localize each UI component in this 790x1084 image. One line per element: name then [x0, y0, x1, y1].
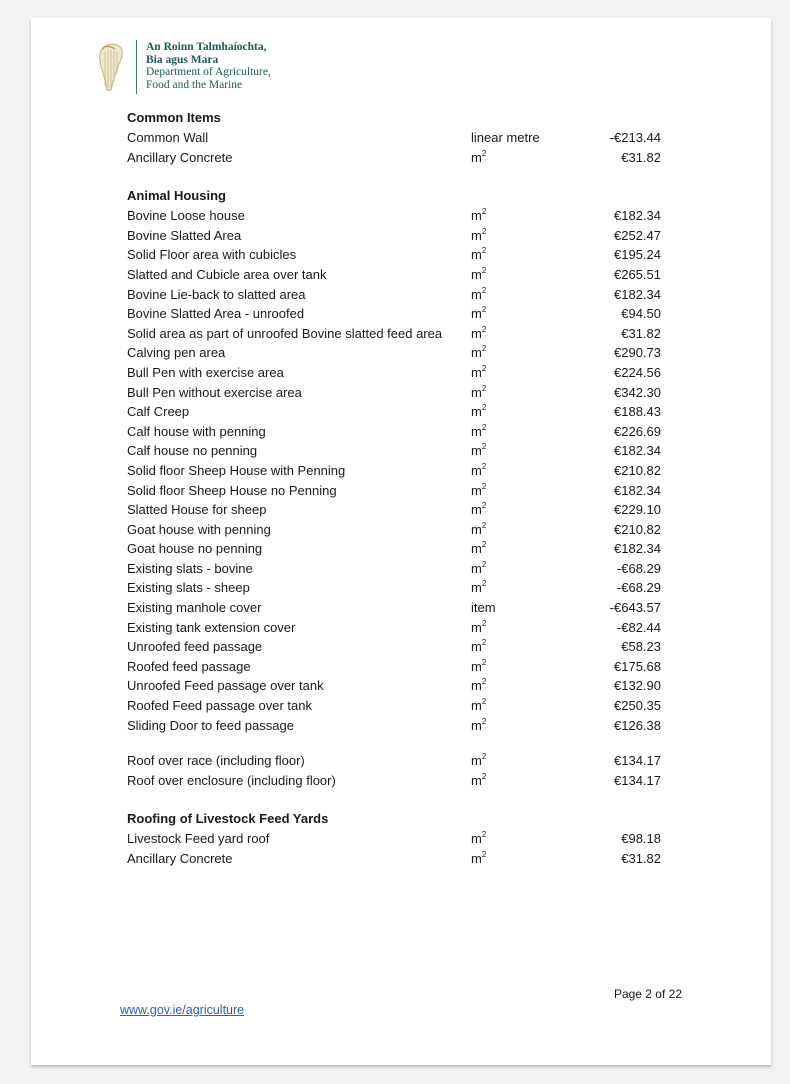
item-amount: -€213.44	[609, 130, 661, 145]
table-row	[127, 383, 687, 403]
table-row	[127, 441, 687, 461]
table-row	[127, 618, 687, 638]
harp-icon	[97, 42, 125, 94]
item-description: Solid floor Sheep House no Penning	[127, 482, 337, 498]
item-description: Slatted House for sheep	[127, 502, 267, 518]
table-row	[127, 578, 687, 598]
item-amount: €290.73	[614, 345, 661, 361]
item-description: Existing tank extension cover	[127, 619, 296, 635]
org-english-line-1: Department of Agriculture,	[146, 66, 271, 78]
table-row	[127, 324, 687, 344]
item-amount: €265.51	[614, 266, 661, 282]
table-row	[127, 226, 687, 246]
item-unit: $m^2$	[471, 559, 487, 576]
item-amount: €342.30	[614, 384, 661, 400]
item-unit: $m^2$	[471, 618, 487, 635]
document-page	[31, 18, 771, 1065]
section-title: Common Items	[127, 110, 221, 125]
item-unit: $m^2$	[471, 148, 487, 165]
item-description: Unroofed Feed passage over tank	[127, 678, 324, 694]
item-amount: €252.47	[614, 227, 661, 243]
item-description: Solid floor Sheep House with Penning	[127, 462, 346, 478]
table-row	[127, 598, 687, 618]
item-unit: $m^2$	[471, 207, 487, 224]
table-row	[127, 128, 687, 148]
table-row	[127, 520, 687, 540]
item-amount: €31.82	[621, 325, 661, 341]
item-unit: $m^2$	[471, 481, 487, 498]
item-amount: €58.23	[621, 639, 661, 655]
item-amount: €229.10	[614, 502, 661, 518]
item-description: Ancillary Concrete	[127, 851, 233, 866]
item-unit: $m^2$	[471, 752, 487, 769]
table-row	[127, 265, 687, 285]
item-description: Solid area as part of unroofed Bovine slatted feed area	[127, 325, 443, 341]
table-row	[127, 422, 687, 442]
item-description: Bull Pen with exercise area	[127, 364, 284, 380]
item-unit: $m^2$	[471, 638, 487, 655]
item-unit: $m^2$	[471, 657, 487, 674]
department-logo	[97, 40, 271, 98]
item-amount: €182.34	[614, 286, 661, 302]
item-description: Roofed Feed passage over tank	[127, 698, 313, 714]
item-description: Existing manhole cover	[127, 600, 262, 616]
table-row	[127, 716, 687, 736]
item-amount: €175.68	[614, 658, 661, 674]
org-english-line-2: Food and the Marine	[146, 78, 243, 91]
item-amount: -€82.44	[616, 619, 661, 635]
item-unit: $m^2$	[471, 226, 487, 243]
item-description: Existing slats - sheep	[127, 580, 250, 596]
item-description: Roof over enclosure (including floor)	[127, 772, 336, 788]
item-amount: -€68.29	[616, 580, 661, 596]
item-unit: linear metre	[471, 130, 540, 145]
table-row	[127, 696, 687, 716]
table-row	[127, 148, 687, 168]
table-row	[127, 559, 687, 579]
item-description: Ancillary Concrete	[127, 149, 233, 165]
item-description: Bovine Loose house	[127, 208, 245, 224]
cost-table	[127, 108, 687, 888]
item-unit: item	[471, 600, 496, 616]
item-unit: $m^2$	[471, 461, 487, 478]
item-unit: $m^2$	[471, 677, 487, 694]
item-description: Unroofed feed passage	[127, 639, 263, 655]
org-irish-line-2: Bia agus Mara	[146, 53, 219, 66]
item-description: Bovine Slatted Area - unroofed	[127, 306, 305, 322]
table-row	[127, 751, 687, 771]
item-description: Bovine Slatted Area	[127, 227, 242, 243]
item-unit: $m^2$	[471, 520, 487, 537]
item-description: Calf Creep	[127, 404, 190, 420]
section-title: Animal Housing	[127, 188, 226, 204]
item-amount: €31.82	[621, 851, 661, 866]
item-description: Existing slats - bovine	[127, 560, 253, 576]
item-description: Slatted and Cubicle area over tank	[127, 266, 327, 282]
item-description: Calving pen area	[127, 345, 226, 361]
item-amount: €31.82	[621, 149, 661, 165]
item-unit: $m^2$	[471, 579, 487, 596]
item-description: Roof over race (including floor)	[127, 753, 305, 769]
item-amount: €134.17	[614, 753, 661, 769]
item-unit: $m^2$	[471, 403, 487, 420]
item-unit: $m^2$	[471, 771, 487, 788]
section-roofing-feed-yards	[127, 809, 687, 868]
table-row	[127, 849, 687, 869]
item-amount: €188.43	[614, 404, 661, 420]
item-unit: $m^2$	[471, 442, 487, 459]
item-unit: $m^2$	[471, 422, 487, 439]
item-description: Calf house with penning	[127, 423, 266, 439]
item-description: Solid Floor area with cubicles	[127, 247, 297, 263]
table-row	[127, 206, 687, 226]
item-amount: €94.50	[621, 306, 661, 322]
item-amount: -€68.29	[616, 560, 661, 576]
section-roofs	[127, 751, 687, 790]
page-number: Page 2 of 22	[613, 987, 682, 1001]
department-name	[146, 41, 271, 91]
table-row	[127, 363, 687, 383]
item-amount: €210.82	[614, 462, 661, 478]
item-description: Goat house no penning	[127, 541, 263, 557]
item-amount: €132.90	[614, 678, 661, 694]
item-amount: €226.69	[614, 423, 661, 439]
item-unit: $m^2$	[471, 246, 487, 263]
item-unit: $m^2$	[471, 830, 487, 847]
item-unit: $m^2$	[471, 383, 487, 400]
item-unit: $m^2$	[471, 363, 487, 380]
table-row	[127, 637, 687, 657]
table-row	[127, 771, 687, 791]
item-unit: $m^2$	[471, 540, 487, 557]
item-unit: $m^2$	[471, 324, 487, 341]
org-irish-line-1: An Roinn Talmhaíochta,	[146, 41, 267, 53]
section-animal-housing	[127, 186, 687, 735]
table-row	[127, 304, 687, 324]
item-amount: €224.56	[614, 364, 661, 380]
item-amount: €134.17	[614, 772, 661, 788]
item-description: Livestock Feed yard roof	[127, 831, 270, 847]
item-description: Roofed feed passage	[127, 658, 251, 674]
item-unit: $m^2$	[471, 501, 487, 518]
item-amount: €195.24	[614, 247, 661, 263]
item-unit: $m^2$	[471, 285, 487, 302]
item-amount: €182.34	[614, 443, 661, 459]
item-description: Calf house no penning	[127, 443, 258, 459]
section-title: Roofing of Livestock Feed Yards	[127, 811, 329, 827]
item-amount: €182.34	[614, 208, 661, 224]
table-row	[127, 657, 687, 677]
table-row	[127, 402, 687, 422]
table-row	[127, 829, 687, 849]
item-unit: $m^2$	[471, 305, 487, 322]
table-row	[127, 539, 687, 559]
item-unit: $m^2$	[471, 697, 487, 714]
item-description: Bull Pen without exercise area	[127, 384, 302, 400]
logo-divider	[136, 40, 137, 94]
website-link[interactable]: www.gov.ie/agriculture	[120, 1003, 245, 1017]
item-unit: $m^2$	[471, 850, 487, 866]
table-row	[127, 676, 687, 696]
item-unit: $m^2$	[471, 716, 487, 733]
table-row	[127, 500, 687, 520]
item-amount: €182.34	[614, 482, 661, 498]
item-amount: -€643.57	[609, 600, 661, 616]
table-row	[127, 245, 687, 265]
table-row	[127, 461, 687, 481]
table-row	[127, 343, 687, 363]
item-description: Common Wall	[127, 130, 209, 145]
section-common-items	[127, 108, 687, 167]
table-row	[127, 285, 687, 305]
item-amount: €250.35	[614, 698, 661, 714]
item-description: Goat house with penning	[127, 521, 271, 537]
item-amount: €210.82	[614, 521, 661, 537]
item-description: Sliding Door to feed passage	[127, 717, 294, 733]
item-amount: €98.18	[621, 831, 661, 847]
item-amount: €182.34	[614, 541, 661, 557]
item-unit: $m^2$	[471, 344, 487, 361]
table-row	[127, 481, 687, 501]
item-description: Bovine Lie-back to slatted area	[127, 286, 306, 302]
item-unit: $m^2$	[471, 265, 487, 282]
item-amount: €126.38	[614, 717, 661, 733]
